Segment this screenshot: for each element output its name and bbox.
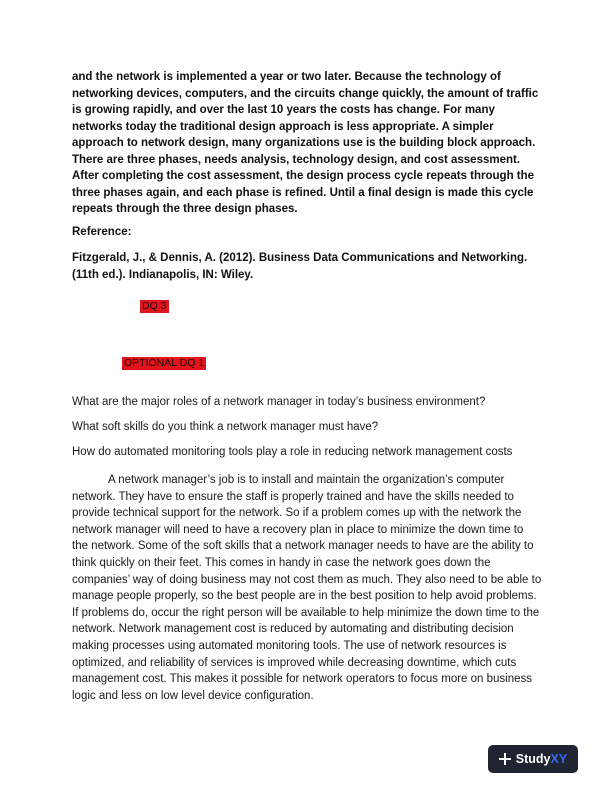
question-1: What are the major roles of a network manager in today’s business environment? — [72, 396, 486, 408]
answer-paragraph: A network manager’s job is to install and maintain the organization’s computer network. They have to ensure the staff is properly trained and have the skills needed to provide technical support for the network. So if a problem comes up with the network the network manager will need to have a recovery plan in place to minimize the down time to the network. Some of the soft skills that a network manager needs to have are the ability to think quickly on their feet. This comes in handy in case the network goes down the companies’ way of doing business may not cost them as much. They also need to be able to manage people properly, so the best people are in the best position to help avoid problems. If problems do, occur the right person will be available to help minimize the down time to the network. Network management cost is reduced by automating and distributing decision making processes using automated monitoring tools. The use of network resources is optimized, and reliability of services is improved while decreasing downtime, which cuts management cost. This makes it possible for network operators to focus more on business logic and less on low level device configuration. — [72, 474, 542, 702]
reference-heading: Reference: — [72, 226, 132, 238]
bold-paragraph: and the network is implemented a year or two later. Because the technology of networking devices, computers, and the circuits change quickly, the amount of traffic is growing rapidly, and over the last 10 years the costs has change. For many networks today the traditional design approach is less appropriate. A simpler approach to network design, many organizations use is the building block approach. There are three phases, needs analysis, technology design, and cost assessment. After completing the cost assessment, the design process cycle repeats through the three phases again, and each phase is refined. Until a final design is made this cycle repeats through the three design phases. — [72, 71, 539, 215]
brand-name-accent: XY — [550, 752, 568, 766]
studyxy-badge[interactable] — [488, 745, 578, 773]
plus-icon — [499, 753, 511, 765]
reference-citation: Fitzgerald, J., & Dennis, A. (2012). Business Data Communications and Networking. (11th ed.). Indianapolis, IN: Wiley. — [72, 252, 528, 281]
question-3: How do automated monitoring tools play a role in reducing network management costs — [72, 446, 513, 458]
brand-name-main: Study — [515, 752, 551, 766]
dq3-tag: DQ 3 — [142, 300, 167, 312]
question-2: What soft skills do you think a network manager must have? — [72, 421, 379, 433]
optional-dq1-tag: OPTIONAL DQ 1 — [124, 357, 205, 369]
brand-name — [516, 752, 567, 766]
